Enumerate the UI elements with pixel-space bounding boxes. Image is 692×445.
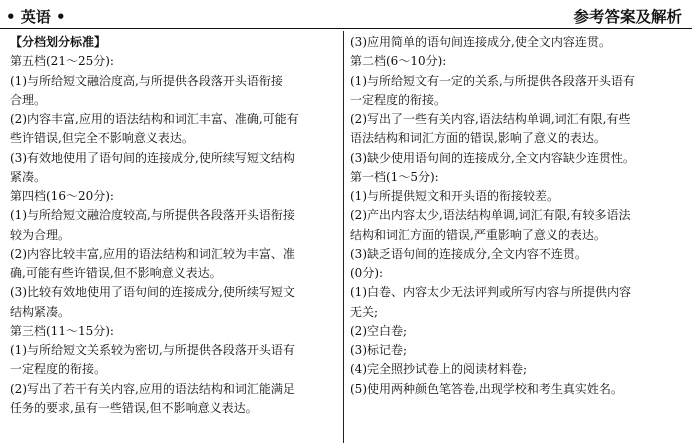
text-line: 些许错误,但完全不影响意义表达。 [10,131,194,146]
column-divider [343,31,344,443]
text-line: 一定程度的衔接。 [350,92,447,107]
text-line: (1)与所提供短文和开头语的衔接较差。 [350,189,559,203]
text-line: (1)白卷、内容太少无法评判或所写内容与所提供内容 [350,285,632,300]
text-line: (2)内容比较丰富,应用的语法结构和词汇较为丰富、准 [10,246,295,261]
grade-heading-5: 第五档(21～25分): [10,54,114,69]
text-line: 合理。 [10,92,47,107]
text-line: (3)缺少使用语句间的连接成分,全文内容缺少连贯性。 [350,150,635,165]
text-line: (1)与所给短文融洽度高,与所提供各段落开头语衔接 [10,73,283,88]
text-line: (3)有效地使用了语句间的连接成分,使所续写短文结构 [10,150,295,165]
text-line: 语法结构和词汇方面的错误,影响了意义的表达。 [350,131,606,146]
text-line: 结构和词汇方面的错误,严重影响了意义的表达。 [350,227,606,242]
text-line: 无关; [350,304,379,319]
page-header [0,0,692,29]
text-line: 较为合理。 [10,227,71,242]
text-line: (2)写出了一些有关内容,语法结构单调,词汇有限,有些 [350,112,631,126]
text-line: (2)空白卷; [350,323,408,338]
text-line: 一定程度的衔接。 [10,362,107,377]
text-line: 结构紧凑。 [10,304,71,319]
text-line: 紧凑。 [10,169,47,184]
grade-heading-2: 第二档(6～10分): [350,54,447,69]
right-column [350,33,684,399]
text-line: (1)与所给短文有一定的关系,与所提供各段落开头语有 [350,73,635,88]
grade-heading-1: 第一档(1～5分): [350,169,439,184]
text-line: (4)完全照抄试卷上的阅读材料卷; [350,362,528,377]
text-line: 确,可能有些许错误,但不影响意义表达。 [10,266,222,280]
text-line: (2)产出内容太少,语法结构单调,词汇有限,有较多语法 [350,208,631,223]
section-title: 参考答案及解析 [573,8,682,26]
grade-heading-0: (0分): [350,266,384,280]
text-line: (1)与所给短文关系较为密切,与所提供各段落开头语有 [10,343,295,357]
text-line: (3)标记卷; [350,343,408,357]
text-line: (2)写出了若干有关内容,应用的语法结构和词汇能满足 [10,381,295,396]
text-line: (3)缺乏语句间的连接成分,全文内容不连贯。 [350,246,587,261]
text-line: (5)使用两种颜色笔答卷,出现学校和考生真实姓名。 [350,381,623,396]
text-line: 任务的要求,虽有一些错误,但不影响意义表达。 [10,400,258,415]
text-line: (3)比较有效地使用了语句间的连接成分,使所续写短文 [10,285,295,300]
grade-heading-3: 第三档(11～15分): [10,323,114,338]
subject-label: • 英语 • [6,8,66,26]
text-line: (1)与所给短文融洽度较高,与所提供各段落开头语衔接 [10,208,295,223]
left-column [10,33,336,418]
text-line: (2)内容丰富,应用的语法结构和词汇丰富、准确,可能有 [10,112,299,126]
grade-heading-4: 第四档(16～20分): [10,189,114,203]
section-heading: 【分档划分标准】 [10,35,107,49]
text-line: (3)应用简单的语句间连接成分,使全文内容连贯。 [350,35,611,49]
